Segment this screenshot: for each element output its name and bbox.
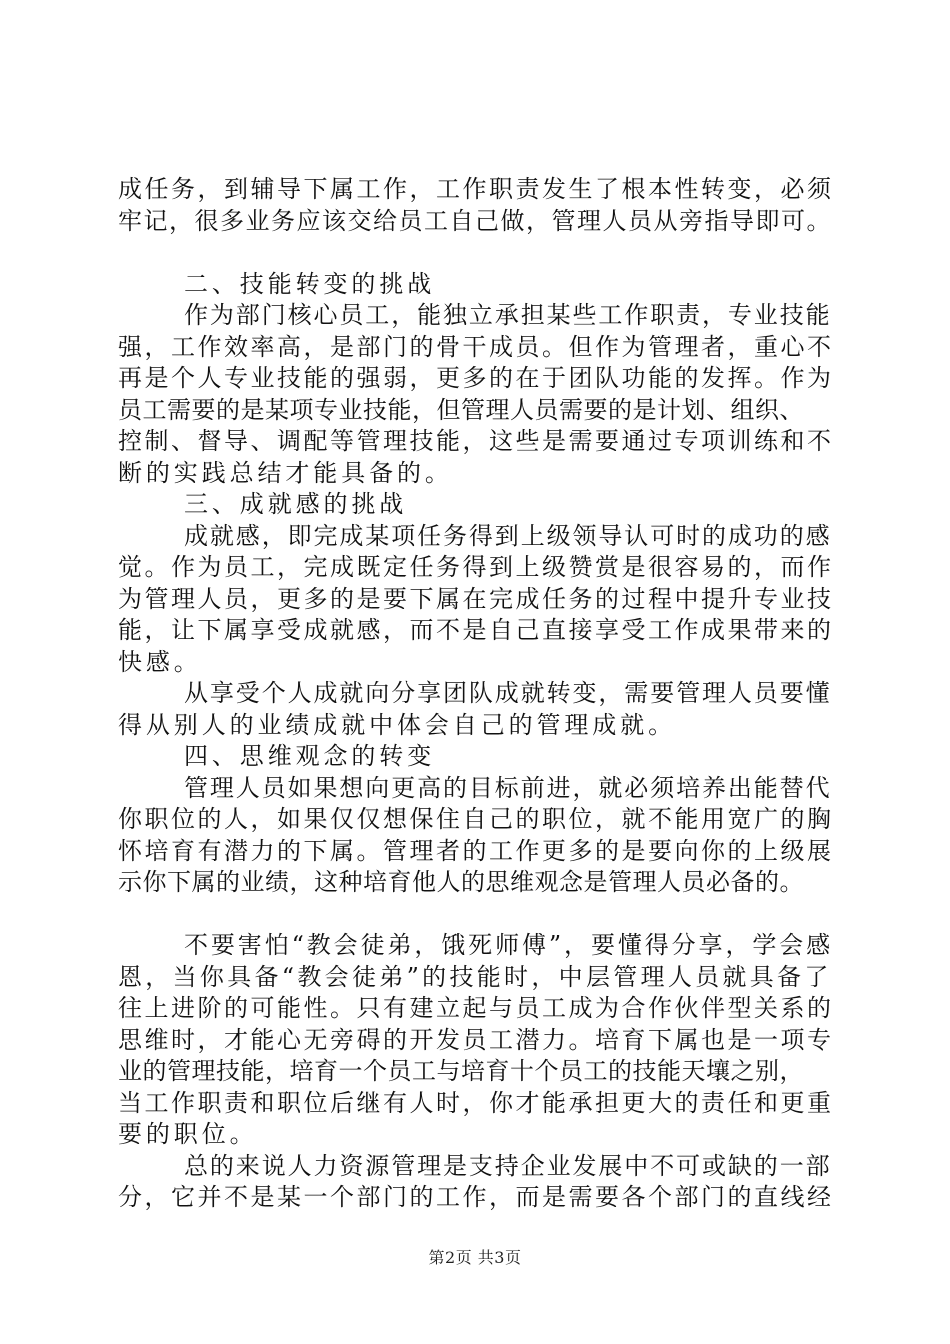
text-line: 控制、督导、调配等管理技能，这些是需要通过专项训练和不: [118, 427, 834, 455]
text-line: 作为部门核心员工，能独立承担某些工作职责，专业技能: [184, 301, 832, 329]
text-line: 再是个人专业技能的强弱，更多的在于团队功能的发挥。作为: [118, 364, 834, 392]
text-line: 你职位的人，如果仅仅想保住自己的职位，就不能用宽广的胸: [118, 805, 834, 833]
text-line: 成任务，到辅导下属工作，工作职责发生了根本性转变，必须: [118, 175, 834, 203]
text-line: 分，它并不是某一个部门的工作，而是需要各个部门的直线经: [118, 1183, 834, 1211]
text-line: 当工作职责和职位后继有人时，你才能承担更大的责任和更重: [118, 1088, 834, 1117]
paragraph-gap: [118, 237, 834, 269]
text-line: 恩，当你具备“教会徒弟”的技能时，中层管理人员就具备了: [118, 962, 832, 991]
text-line: 总的来说人力资源管理是支持企业发展中不可或缺的一部: [184, 1151, 832, 1180]
text-line: 思维时，才能心无旁碍的开发员工潜力。培育下属也是一项专: [118, 1025, 834, 1054]
text-line: 强，工作效率高，是部门的骨干成员。但作为管理者，重心不: [118, 332, 834, 361]
text-line: 员工需要的是某项专业技能，但管理人员需要的是计划、组织、: [118, 395, 804, 424]
text-line: 成就感，即完成某项任务得到上级领导认可时的成功的感: [184, 521, 832, 550]
text-line: 示你下属的业绩，这种培育他人的思维观念是管理人员必备的。: [118, 868, 804, 896]
section-heading: 三、成就感的挑战: [184, 490, 408, 518]
section-heading: 四、思维观念的转变: [184, 742, 436, 770]
paragraph-gap: [118, 899, 834, 931]
text-line: 往上进阶的可能性。只有建立起与员工成为合作伙伴型关系的: [118, 994, 834, 1022]
text-line: 断的实践总结才能具备的。: [118, 458, 453, 487]
document-body: [118, 174, 834, 1214]
text-line: 要的职位。: [118, 1120, 258, 1148]
text-line: 牢记，很多业务应该交给员工自己做，管理人员从旁指导即可。: [118, 206, 832, 235]
text-line: 得从别人的业绩成就中体会自己的管理成就。: [118, 710, 676, 739]
text-line: 能，让下属享受成就感，而不是自己直接享受工作成果带来的: [118, 616, 834, 644]
text-line: 管理人员如果想向更高的目标前进，就必须培养出能替代: [184, 773, 832, 802]
text-line: 怀培育有潜力的下属。管理者的工作更多的是要向你的上级展: [118, 836, 834, 865]
text-line: 觉。作为员工，完成既定任务得到上级赞赏是很容易的，而作: [118, 553, 834, 581]
text-line: 业的管理技能，培育一个员工与培育十个员工的技能天壤之别，: [118, 1057, 804, 1085]
text-line: 快感。: [118, 647, 202, 676]
page-number: 第2页 共3页: [428, 1248, 522, 1267]
text-line: 为管理人员，更多的是要下属在完成任务的过程中提升专业技: [118, 584, 834, 613]
text-line: 不要害怕“教会徒弟，饿死师傅”，要懂得分享，学会感: [184, 931, 834, 959]
text-line: 从享受个人成就向分享团队成就转变，需要管理人员要懂: [184, 679, 832, 707]
section-heading: 二、技能转变的挑战: [184, 269, 436, 298]
